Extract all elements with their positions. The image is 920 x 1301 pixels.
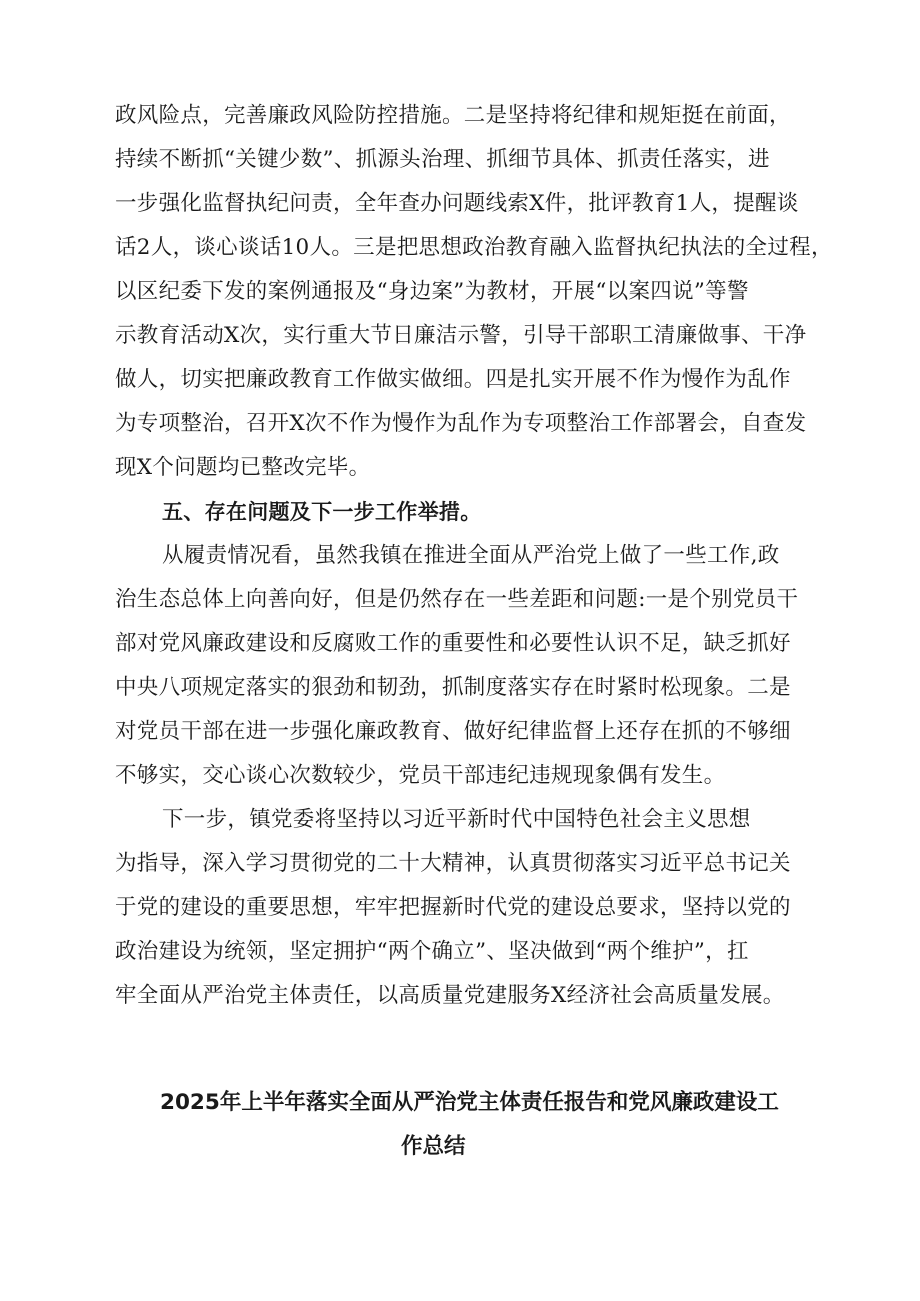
body-line: 政风险点，完善廉政风险防控措施。二是坚持将纪律和规矩挺在前面， xyxy=(115,103,791,128)
body-line: 对党员干部在进一步强化廉政教育、做好纪律监督上还存在抓的不够细 xyxy=(115,719,791,744)
body-line: 于党的建设的重要思想，牢牢把握新时代党的建设总要求，坚持以党的 xyxy=(115,895,791,920)
body-line: 牢全面从严治党主体责任，以高质量党建服务X经济社会高质量发展。 xyxy=(115,983,785,1008)
body-line: 示教育活动X次，实行重大节日廉洁示警，引导干部职工清廉做事、干净 xyxy=(115,323,807,348)
body-line: 话2人，谈心谈话10人。三是把思想政治教育融入监督执纪执法的全过程， xyxy=(115,235,833,260)
body-line: 为指导，深入学习贯彻党的二十大精神，认真贯彻落实习近平总书记关 xyxy=(115,851,791,876)
body-line: 以区纪委下发的案例通报及“身边案”为教材，开展“以案四说”等警 xyxy=(115,279,749,304)
body-line: 现X个问题均已整改完毕。 xyxy=(115,455,371,480)
body-line: 治生态总体上向善向好，但是仍然存在一些差距和问题:一是个别党员干 xyxy=(115,587,799,612)
body-line: 政治建设为统领，坚定拥护“两个确立”、坚决做到“两个维护”，扛 xyxy=(115,939,749,964)
body-line: 从履责情况看，虽然我镇在推进全面从严治党上做了一些工作,政 xyxy=(162,543,780,568)
document-title-line: 2025年上半年落实全面从严治党主体责任报告和党风廉政建设工 xyxy=(160,1090,779,1115)
section-heading: 五、存在问题及下一步工作举措。 xyxy=(162,500,482,524)
body-line: 中央八项规定落实的狠劲和韧劲，抓制度落实存在时紧时松现象。二是 xyxy=(115,675,791,700)
body-line: 为专项整治，召开X次不作为慢作为乱作为专项整治工作部署会，自查发 xyxy=(115,411,807,436)
body-line: 一步强化监督执纪问责，全年查办问题线索X件，批评教育1人，提醒谈 xyxy=(115,191,799,216)
body-line: 部对党风廉政建设和反腐败工作的重要性和必要性认识不足，缺乏抓好 xyxy=(115,631,791,656)
body-line: 不够实，交心谈心次数较少，党员干部违纪违规现象偶有发生。 xyxy=(115,763,726,788)
document-title-line: 作总结 xyxy=(401,1134,466,1159)
body-line: 下一步，镇党委将坚持以习近平新时代中国特色社会主义思想 xyxy=(162,807,751,832)
body-line: 做人，切实把廉政教育工作做实做细。四是扎实开展不作为慢作为乱作 xyxy=(115,367,791,392)
body-line: 持续不断抓“关键少数”、抓源头治理、抓细节具体、抓责任落实，进 xyxy=(115,147,770,172)
